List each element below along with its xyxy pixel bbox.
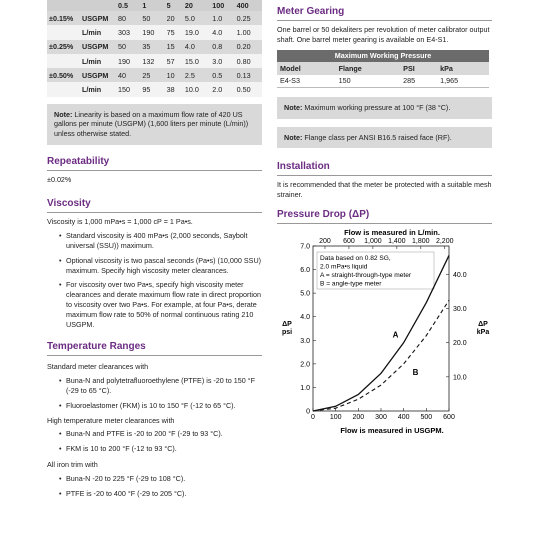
right-tick-label: 20.0 xyxy=(453,340,467,348)
list-item: • PTFE is -20 to 400 °F (-29 to 205 °C). xyxy=(59,489,262,499)
chart-legend xyxy=(317,252,434,289)
linearity-table xyxy=(47,0,262,97)
table-row: L/min 190 132 57 15.0 3.0 0.80 xyxy=(47,54,262,68)
temperature-heading: Temperature Ranges xyxy=(47,341,146,353)
temperature-iron-label: All iron trim with xyxy=(47,459,98,469)
list-item: • FKM is 10 to 200 °F (-12 to 93 °C). xyxy=(59,444,262,454)
max-pressure-table xyxy=(277,50,489,89)
top-tick-label: 600 xyxy=(343,237,355,245)
list-item: • Buna-N and PTFE is -20 to 200 °F (-29 to 93 °C). xyxy=(59,429,262,439)
x-tick-label: 100 xyxy=(329,413,342,421)
linearity-header-cell: 0.5 xyxy=(116,0,140,11)
linearity-header-cell: 400 xyxy=(235,0,262,11)
table-row: L/min 150 95 38 10.0 2.0 0.50 xyxy=(47,82,262,96)
meter-gearing-heading: Meter Gearing xyxy=(277,6,345,17)
max-pressure-header-row: Model Flange PSI kPa xyxy=(277,62,489,75)
y-axis-label-right: ΔP xyxy=(478,320,488,328)
installation-text: It is recommended that the meter be protected with a suitable mesh strainer. xyxy=(277,180,492,200)
viscosity-intro: Viscosity is 1,000 mPa•s = 1,000 cP = 1 Pa•s. xyxy=(47,217,193,227)
heading-rule xyxy=(47,212,262,213)
table-row: E4-S3 150 285 1,965 xyxy=(277,75,489,88)
linearity-header-row xyxy=(47,0,262,11)
pressure-drop-heading: Pressure Drop (ΔP) xyxy=(277,208,370,220)
top-tick-label: 1,400 xyxy=(388,237,406,245)
top-tick-label: 1,800 xyxy=(412,237,430,245)
y-tick-label: 5.0 xyxy=(300,290,310,298)
right-tick-label: 40.0 xyxy=(453,271,467,279)
legend-line: 2.0 mPa•s liquid xyxy=(320,263,368,271)
table-row: L/min 303 190 75 19.0 4.0 1.00 xyxy=(47,25,262,39)
right-column xyxy=(277,0,492,435)
y-tick-label: 7.0 xyxy=(300,243,310,251)
heading-rule xyxy=(277,175,492,176)
x-tick-label: 200 xyxy=(352,413,365,421)
repeatability-heading: Repeatability xyxy=(47,155,110,167)
y-tick-label: 2.0 xyxy=(300,361,310,369)
top-tick-label: 2,200 xyxy=(435,237,454,245)
linearity-header-cell: 20 xyxy=(183,0,210,11)
linearity-header-cell: 100 xyxy=(210,0,234,11)
right-tick-label: 10.0 xyxy=(453,374,467,382)
y-axis-label-left: ΔP xyxy=(282,320,292,328)
y-tick-label: 4.0 xyxy=(300,314,310,322)
right-tick-label: 30.0 xyxy=(453,305,467,313)
heading-rule xyxy=(277,20,492,21)
repeatability-value: ±0.02% xyxy=(47,174,72,184)
y-tick-label: 6.0 xyxy=(300,266,310,274)
max-pressure-title-row: Maximum Working Pressure xyxy=(277,50,489,62)
top-tick-label: 200 xyxy=(319,237,331,245)
heading-rule xyxy=(277,223,492,224)
temperature-high-list xyxy=(59,429,262,454)
table-row: ±0.50% USGPM 40 25 10 2.5 0.5 0.13 xyxy=(47,68,262,82)
linearity-note: Note: Linearity is based on a maximum flow rate of 420 US gallons per minute (USGPM) (1,600 liters per minute (L/min)) unless otherwise stated. xyxy=(47,104,262,145)
x-tick-label: 600 xyxy=(443,413,455,421)
flange-note: Note: Flange class per ANSI B16.5 raised face (RF). xyxy=(277,127,492,149)
temperature-standard-list xyxy=(59,376,262,410)
legend-line: A = straight-through-type meter xyxy=(320,271,412,279)
table-row: ±0.25% USGPM 50 35 15 4.0 0.8 0.20 xyxy=(47,40,262,54)
linearity-header-cell: 5 xyxy=(165,0,183,11)
y-axis-label-right-unit: kPa xyxy=(476,328,490,336)
x-tick-label: 300 xyxy=(375,413,387,421)
y-tick-label: 3.0 xyxy=(300,337,310,345)
table-row: ±0.15% USGPM 80 50 20 5.0 1.0 0.25 xyxy=(47,11,262,25)
list-item: • Standard viscosity is 400 mPa•s (2,000 seconds, Saybolt universal (SSU)) maximum. xyxy=(59,231,262,251)
series-label-A: A xyxy=(392,330,399,340)
linearity-header-cell: 1 xyxy=(140,0,164,11)
viscosity-heading: Viscosity xyxy=(47,198,91,210)
x-tick-label: 0 xyxy=(311,413,315,421)
installation-heading: Installation xyxy=(277,161,330,173)
series-line-B xyxy=(313,300,449,411)
chart-title: Flow is measured in L/min. xyxy=(344,227,440,237)
heading-rule xyxy=(47,355,262,356)
pressure-drop-chart xyxy=(277,225,492,435)
series-label-B: B xyxy=(412,367,419,377)
temperature-high-label: High temperature meter clearances with xyxy=(47,415,175,425)
viscosity-list xyxy=(59,231,262,329)
y-axis-label-left-unit: psi xyxy=(281,328,293,336)
list-item: • Fluoroelastomer (FKM) is 10 to 150 °F (-12 to 65 °C). xyxy=(59,401,262,411)
y-tick-label: 0 xyxy=(306,408,310,416)
temperature-iron-list xyxy=(59,474,262,499)
legend-line: Data based on 0.82 SG, xyxy=(320,254,391,262)
meter-gearing-text: One barrel or 50 dekaliters per revolution of meter calibrator output shaft. One barrel meter gearing is available on E4-S1. xyxy=(277,25,490,44)
list-item: • Buna-N -20 to 225 °F (-29 to 108 °C). xyxy=(59,474,262,484)
y-tick-label: 1.0 xyxy=(300,384,310,392)
legend-line: B = angle-type meter xyxy=(320,280,382,288)
temperature-standard-label: Standard meter clearances with xyxy=(47,362,149,372)
chart-xlabel: Flow is measured in USGPM. xyxy=(340,425,444,435)
list-item: • Optional viscosity is two pascal seconds (Pa•s) (10,000 SSU) maximum. Specify high viscosity meter clearances. xyxy=(59,256,262,276)
x-tick-label: 400 xyxy=(397,413,410,421)
list-item: • For viscosity over two Pa•s, specify high viscosity meter clearances and derate maximum flow rate in direct proportion to viscosity over two Pa•s. For example, at four Pa•s, derate maximum flow rate to 50% of normal continuous rating 210 USGPM. xyxy=(59,280,262,329)
pressure-note: Note: Maximum working pressure at 100 °F (38 °C). xyxy=(277,97,492,119)
left-column xyxy=(47,0,262,498)
top-tick-label: 1,000 xyxy=(364,237,382,245)
x-tick-label: 500 xyxy=(420,413,433,421)
list-item: • Buna-N and polytetrafluoroethylene (PTFE) is -20 to 150 °F (-29 to 65 °C). xyxy=(59,376,262,396)
heading-rule xyxy=(47,170,262,171)
